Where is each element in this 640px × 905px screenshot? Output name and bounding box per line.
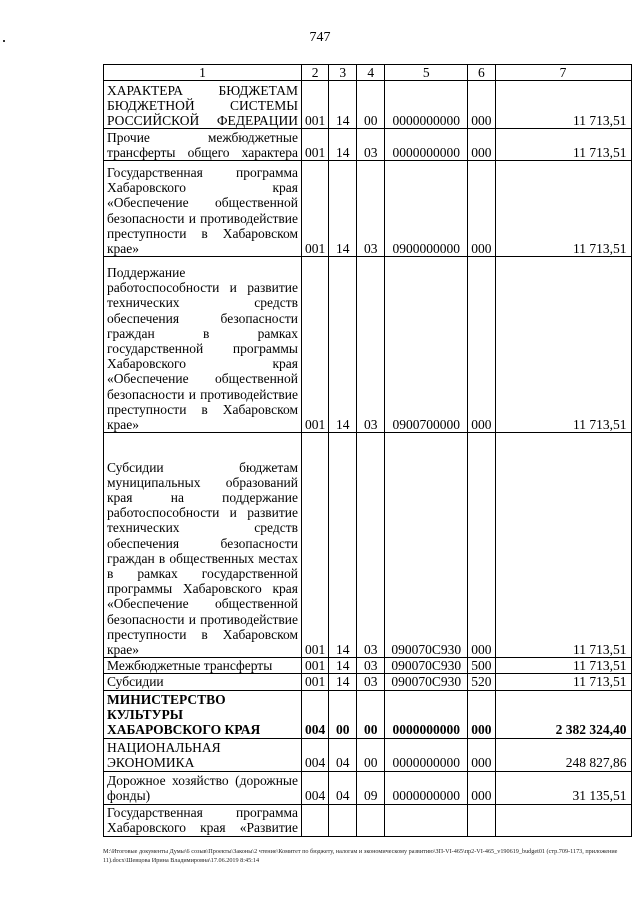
- table-row: [104, 433, 632, 658]
- cell-target: 0000000000: [385, 690, 468, 738]
- cell-subsection: 03: [357, 658, 385, 674]
- cell-amount: 11 713,51: [495, 433, 631, 658]
- row-name: Поддержание работоспособности и развитие технических средств обеспечения безопасности граждан в рамках государственной программы Хабаровского края «Обеспечение общественной безопасности и противодействие преступности в Хабаровском крае»: [104, 257, 302, 433]
- cell-admin: 001: [302, 81, 329, 129]
- cell-target: 0000000000: [385, 129, 468, 161]
- document-footer-path: M:\Итоговые документы Думы\6 созыв\Проекты\Законы\2 чтение\Комитет по бюджету, налогам и экономическому развитию\ЗП-VI-465\пр2-VI-465_v190619_budget01 (стр.709-1173, приложение 11).docx\Шевцова Ирина Владимировна\17.06.2019 8:45:14: [103, 848, 618, 864]
- row-name: МИНИСТЕРСТВО КУЛЬТУРЫ ХАБАРОВСКОГО КРАЯ: [104, 690, 302, 738]
- row-name: Государственная программа Хабаровского края «Развитие: [104, 804, 302, 836]
- cell-section: 14: [329, 433, 357, 658]
- budget-table: [103, 64, 632, 837]
- cell-section: 14: [329, 674, 357, 690]
- column-header: 3: [329, 65, 357, 81]
- cell-admin: 001: [302, 129, 329, 161]
- cell-section: 14: [329, 129, 357, 161]
- row-name: Государственная программа Хабаровского края «Обеспечение общественной безопасности и противодействие преступности в Хабаровском крае»: [104, 161, 302, 257]
- row-name: Субсидии: [104, 674, 302, 690]
- cell-admin: 004: [302, 738, 329, 771]
- cell-subsection: 03: [357, 433, 385, 658]
- cell-admin: 001: [302, 674, 329, 690]
- table-row: [104, 690, 632, 738]
- row-name: Межбюджетные трансферты: [104, 658, 302, 674]
- cell-type: 000: [468, 161, 495, 257]
- cell-target: 090070С930: [385, 433, 468, 658]
- cell-amount: 11 713,51: [495, 81, 631, 129]
- cell-subsection: 00: [357, 81, 385, 129]
- cell-section: [329, 804, 357, 836]
- cell-type: 000: [468, 81, 495, 129]
- cell-target: 090070С930: [385, 674, 468, 690]
- cell-target: 0000000000: [385, 81, 468, 129]
- cell-admin: 001: [302, 658, 329, 674]
- row-name: Прочие межбюджетные трансферты общего характера: [104, 129, 302, 161]
- table-row: [104, 804, 632, 836]
- cell-admin: [302, 804, 329, 836]
- cell-type: 000: [468, 690, 495, 738]
- cell-subsection: 00: [357, 738, 385, 771]
- cell-amount: 11 713,51: [495, 129, 631, 161]
- cell-amount: 2 382 324,40: [495, 690, 631, 738]
- table-row: [104, 81, 632, 129]
- cell-section: 14: [329, 81, 357, 129]
- table-row: [104, 674, 632, 690]
- cell-subsection: 03: [357, 674, 385, 690]
- cell-subsection: 09: [357, 771, 385, 804]
- cell-target: 0900700000: [385, 257, 468, 433]
- cell-target: [385, 804, 468, 836]
- column-header: 6: [468, 65, 495, 81]
- cell-section: 00: [329, 690, 357, 738]
- table-row: [104, 161, 632, 257]
- column-header: 7: [495, 65, 631, 81]
- cell-type: 000: [468, 771, 495, 804]
- cell-subsection: 03: [357, 129, 385, 161]
- cell-amount: 11 713,51: [495, 674, 631, 690]
- cell-section: 14: [329, 658, 357, 674]
- cell-subsection: 03: [357, 257, 385, 433]
- row-name: Дорожное хозяйство (дорожные фонды): [104, 771, 302, 804]
- cell-section: 14: [329, 257, 357, 433]
- page-number: 747: [309, 30, 331, 45]
- cell-type: 520: [468, 674, 495, 690]
- cell-section: 14: [329, 161, 357, 257]
- cell-target: 0000000000: [385, 738, 468, 771]
- cell-subsection: [357, 804, 385, 836]
- cell-subsection: 03: [357, 161, 385, 257]
- cell-type: [468, 804, 495, 836]
- cell-amount: [495, 804, 631, 836]
- row-name: ХАРАКТЕРА БЮДЖЕТАМ БЮДЖЕТНОЙ СИСТЕМЫ РОССИЙСКОЙ ФЕДЕРАЦИИ: [104, 81, 302, 129]
- cell-target: 0000000000: [385, 771, 468, 804]
- column-header: 1: [104, 65, 302, 81]
- table-header-row: [104, 65, 632, 81]
- row-name: Субсидии бюджетам муниципальных образований края на поддержание работоспособности и развитие технических средств обеспечения безопасности граждан в общественных местах в рамках государственной программы Хабаровского края «Обеспечение общественной безопасности и противодействие преступности в Хабаровском крае»: [104, 433, 302, 658]
- cell-type: 000: [468, 257, 495, 433]
- column-header: 2: [302, 65, 329, 81]
- cell-type: 500: [468, 658, 495, 674]
- cell-type: 000: [468, 433, 495, 658]
- table-row: [104, 257, 632, 433]
- cell-admin: 001: [302, 161, 329, 257]
- row-name: НАЦИОНАЛЬНАЯ ЭКОНОМИКА: [104, 738, 302, 771]
- cell-subsection: 00: [357, 690, 385, 738]
- cell-amount: 11 713,51: [495, 161, 631, 257]
- cell-section: 04: [329, 738, 357, 771]
- cell-amount: 31 135,51: [495, 771, 631, 804]
- cell-type: 000: [468, 129, 495, 161]
- cell-target: 090070С930: [385, 658, 468, 674]
- cell-target: 0900000000: [385, 161, 468, 257]
- cell-type: 000: [468, 738, 495, 771]
- cell-section: 04: [329, 771, 357, 804]
- cell-amount: 11 713,51: [495, 658, 631, 674]
- cell-admin: 004: [302, 771, 329, 804]
- table-row: [104, 129, 632, 161]
- cell-admin: 004: [302, 690, 329, 738]
- cell-amount: 248 827,86: [495, 738, 631, 771]
- table-row: [104, 658, 632, 674]
- table-row: [104, 738, 632, 771]
- cell-amount: 11 713,51: [495, 257, 631, 433]
- table-row: [104, 771, 632, 804]
- column-header: 4: [357, 65, 385, 81]
- column-header: 5: [385, 65, 468, 81]
- cell-admin: 001: [302, 257, 329, 433]
- cell-admin: 001: [302, 433, 329, 658]
